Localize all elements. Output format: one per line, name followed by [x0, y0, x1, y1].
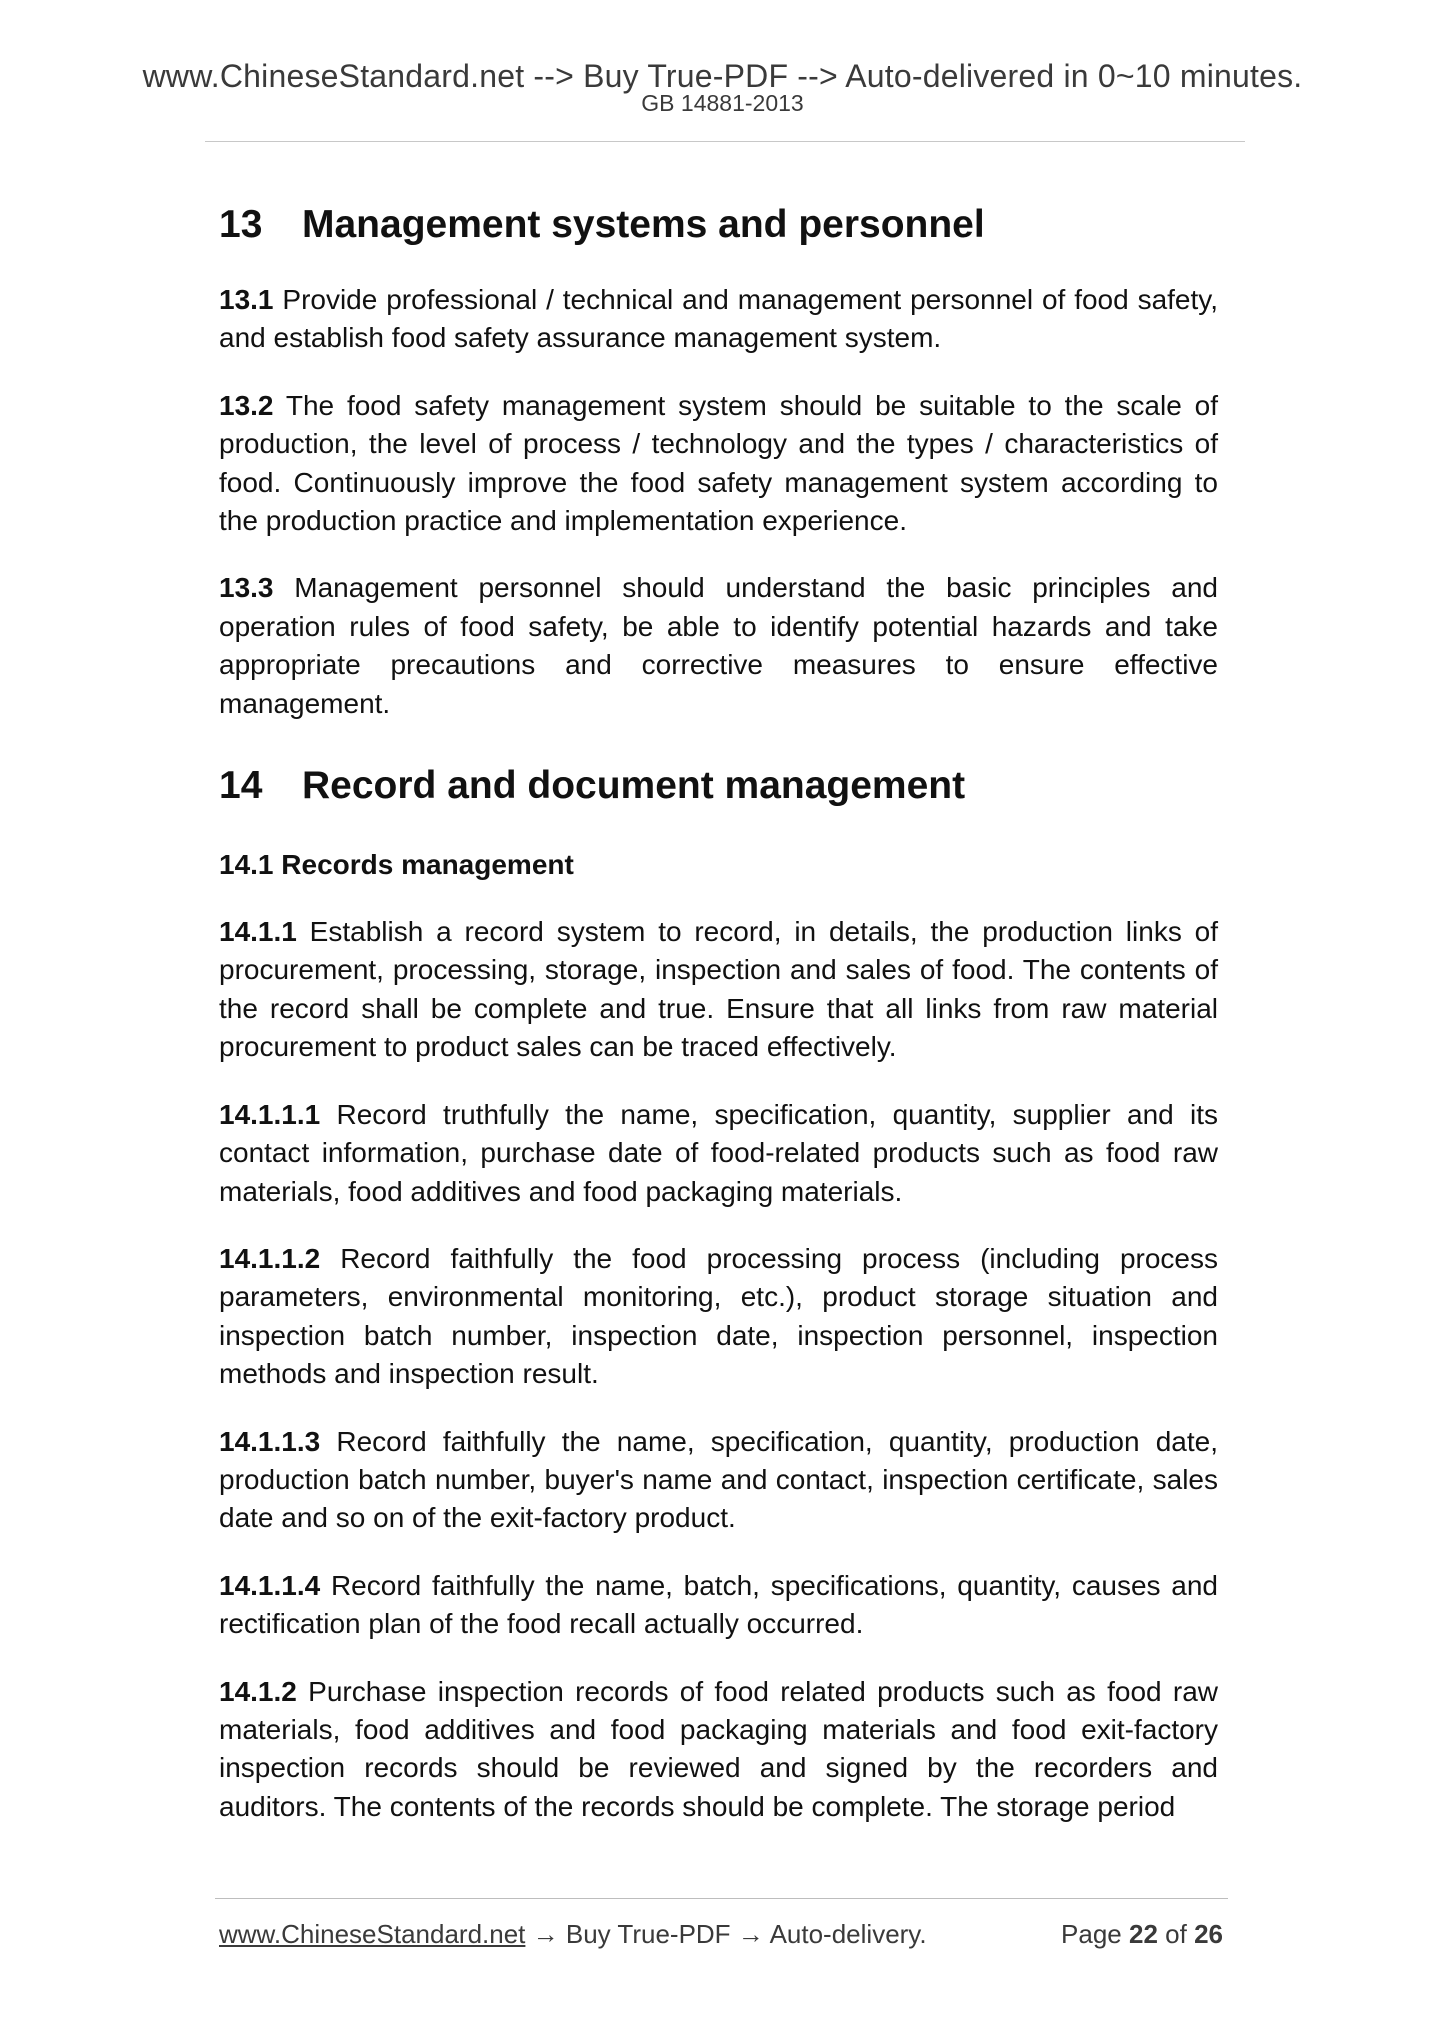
footer-site-link[interactable]: www.ChineseStandard.net: [219, 1919, 526, 1949]
clause-text: The food safety management system should be suitable to the scale of production, the level of process / technology and the types / characteristics of food. Continuously improve the food safety management system according to the production practice and implementation experience.: [219, 389, 1218, 537]
clause-ref: 14.1.1: [219, 916, 297, 948]
section-13-title: Management systems and personnel: [302, 203, 985, 246]
clause-text: Record faithfully the food processing process (including process parameters, environmental monitoring, etc.), product storage situation and inspection batch number, inspection date, inspection personnel, inspection methods and inspection result.: [219, 1242, 1218, 1390]
clause-text: Record truthfully the name, specification, quantity, supplier and its contact information, purchase date of food-related products such as food raw materials, food additives and food packaging materials.: [219, 1098, 1218, 1207]
header-banner: www.ChineseStandard.net --> Buy True-PDF --> Auto-delivered in 0~10 minutes.: [142, 58, 1303, 94]
page-of: of: [1165, 1919, 1187, 1949]
clause-ref: 14.1.1.4: [219, 1569, 321, 1601]
clause-text: Provide professional / technical and management personnel of food safety, and establish food safety assurance management system.: [219, 284, 1218, 354]
page-total: 26: [1194, 1919, 1223, 1949]
section-14-number: 14: [219, 764, 263, 808]
section-13-number: 13: [219, 203, 263, 246]
clause-13-3: [219, 569, 1218, 723]
clause-text: Management personnel should understand the basic principles and operation rules of food safety, be able to identify potential hazards and take appropriate precautions and corrective measures to ensure effective management.: [219, 572, 1218, 719]
clause-14-1-2: [219, 1673, 1218, 1827]
section-14-title: Record and document management: [302, 764, 966, 808]
clause-text: Record faithfully the name, specification, quantity, production date, production batch number, buyer's name and contact, inspection certificate, sales date and so on of the exit-factory product.: [219, 1425, 1218, 1534]
clause-14-1-1-4: [219, 1567, 1218, 1644]
clause-14-1-1: [219, 913, 1218, 1067]
clause-text: Record faithfully the name, batch, specifications, quantity, causes and rectification plan of the food recall actually occurred.: [219, 1569, 1218, 1640]
footer-divider: [215, 1898, 1228, 1899]
standard-code: GB 14881-2013: [641, 90, 804, 116]
clause-ref: 13.3: [219, 572, 274, 604]
clause-ref: 13.2: [219, 389, 274, 421]
page-current: 22: [1129, 1919, 1158, 1949]
footer-tagline-text: → Buy True-PDF → Auto-delivery.: [525, 1919, 927, 1949]
clause-14-1-1-1: [219, 1096, 1218, 1211]
document-body: [219, 200, 1218, 1855]
clause-ref: 14.1.1.3: [219, 1425, 321, 1457]
clause-14-1-1-2: [219, 1240, 1218, 1394]
clause-ref: 14.1.1.1: [219, 1098, 321, 1130]
clause-13-2: [219, 387, 1218, 541]
clause-ref: 13.1: [219, 284, 274, 315]
page-number: [1061, 1918, 1223, 1950]
footer-tagline: [219, 1918, 927, 1950]
subsection-14-1-heading: 14.1 Records management: [219, 849, 574, 881]
clause-ref: 14.1.2: [219, 1675, 297, 1707]
section-13-heading: [219, 200, 1218, 250]
clause-text: Purchase inspection records of food related products such as food raw materials, food additives and food packaging materials and food exit-factory inspection records should be reviewed and signed by the recorders and auditors. The contents of the records should be complete. The storage period: [219, 1675, 1218, 1822]
clause-ref: 14.1.1.2: [219, 1242, 321, 1274]
clause-14-1-1-3: [219, 1423, 1218, 1538]
clause-13-1: [219, 281, 1218, 358]
page-label: Page: [1061, 1919, 1122, 1949]
clause-text: Establish a record system to record, in details, the production links of procurement, processing, storage, inspection and sales of food. The contents of the record shall be complete and true. Ensure that all links from raw material procurement to product sales can be traced effectively.: [219, 916, 1218, 1063]
section-14-heading: [219, 761, 1218, 811]
header-divider: [205, 141, 1245, 142]
